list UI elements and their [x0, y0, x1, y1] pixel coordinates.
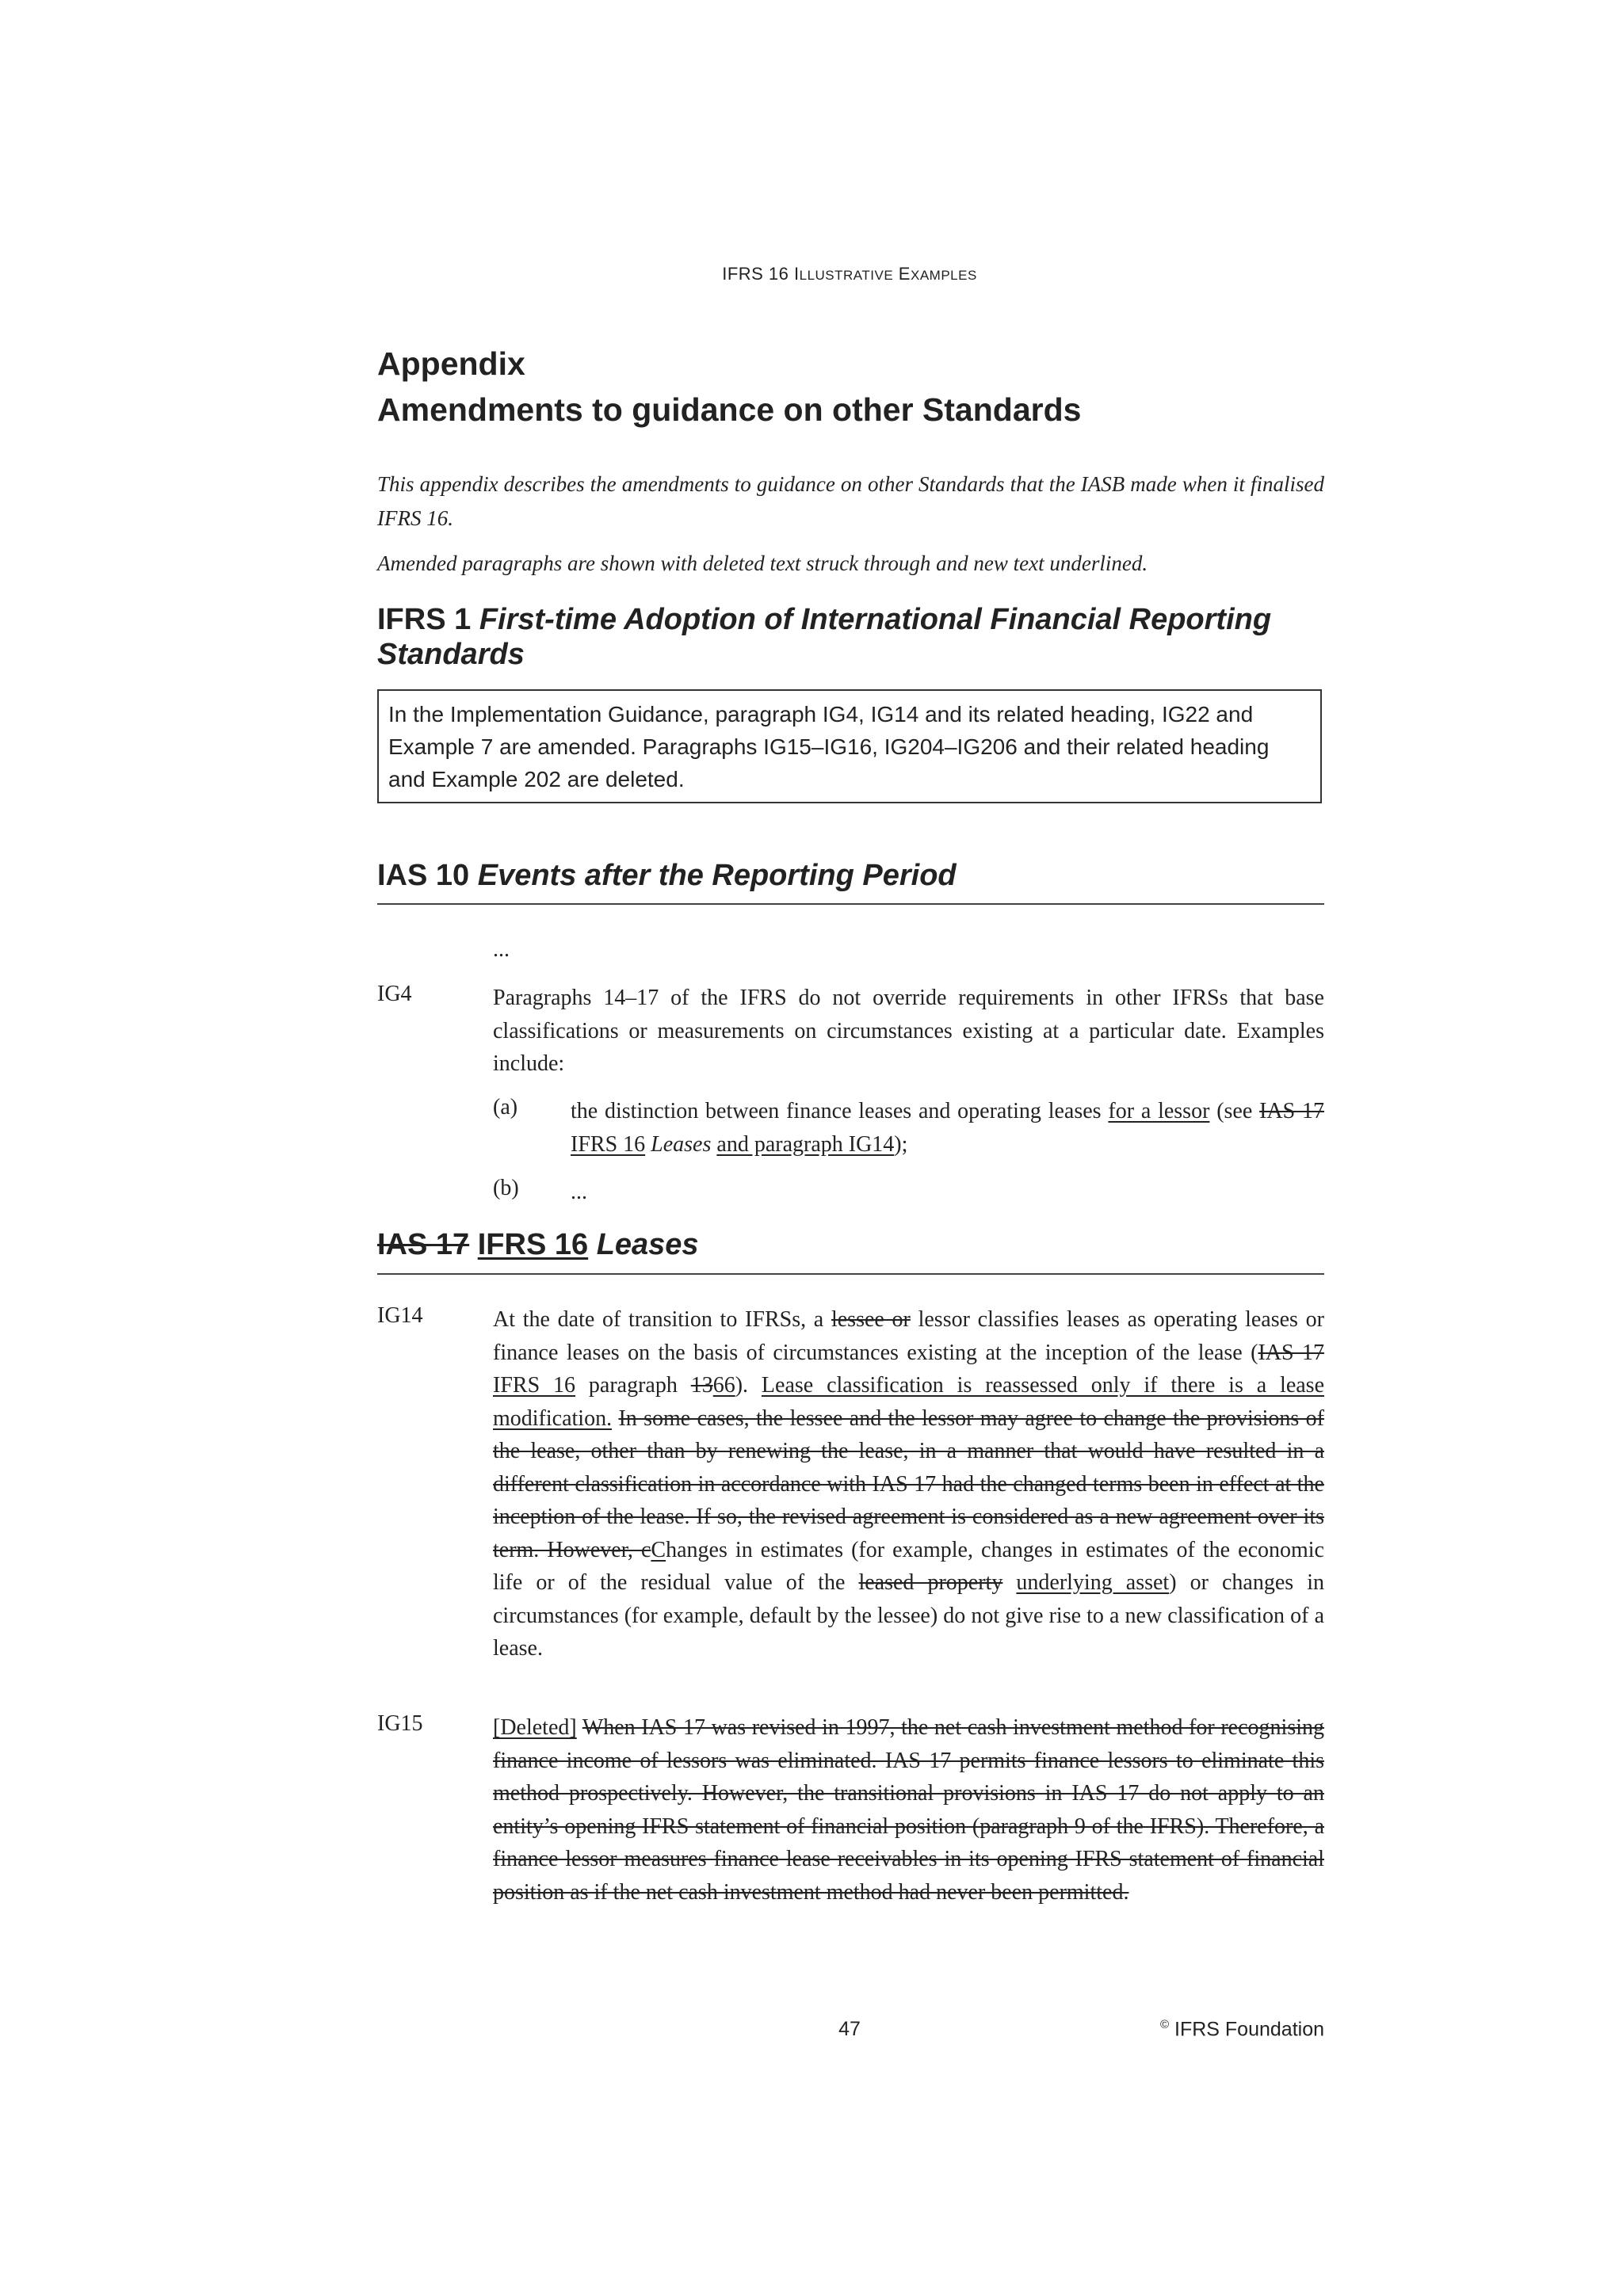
appendix-title	[377, 341, 1081, 433]
title-line-1: Appendix	[377, 345, 525, 382]
paragraph-ig15: [Deleted] When IAS 17 was revised in 1997, the net cash investment method for recognising finance income of lessors was eliminated. IAS 17 permits finance lessors to eliminate this method prospectively. However, the transitional provisions in IAS 17 do not apply to an entity’s opening IFRS statement of financial position (paragraph 9 of the IFRS). Therefore, a finance lessor measures finance lease receivables in its opening IFRS statement of financial position as if the net cash investment method had never been permitted.	[493, 1715, 1324, 1905]
paragraph-number-ig15: IG15	[377, 1711, 423, 1736]
item-b: ...	[571, 1180, 587, 1204]
page-number: 47	[838, 2018, 861, 2040]
ellipsis: ...	[493, 937, 510, 962]
leases-heading: IAS 17 IFRS 16 Leases	[377, 1228, 699, 1261]
ias10-heading: IAS 10 Events after the Reporting Period	[377, 859, 957, 892]
paragraph-ig14: At the date of transition to IFRSs, a lessee or lessor classifies leases as operating leases or finance leases on the basis of circumstances existing at the inception of the lease (IAS 17 IFRS 16 paragraph 1366). Lease classification is reassessed only if there is a lease modification. In some cases, the lessee and the lessor may agree to change the provisions of the lease, other than by renewing the lease, in a manner that would have resulted in a different classification in accordance with IAS 17 had the changed terms been in effect at the inception of the lease. If so, the revised agreement is considered as a new agreement over its term. However, cChanges in estimates (for example, changes in estimates of the economic life or of the residual value of the leased property underlying asset) or changes in circumstances (for example, default by the lessee) do not give rise to a new classification of a lease.	[493, 1307, 1325, 1661]
section-rule	[377, 903, 1324, 905]
section-rule	[377, 1273, 1324, 1275]
intro-paragraph: This appendix describes the amendments to guidance on other Standards that the IASB made when it finalised IFRS 16.	[377, 472, 1324, 530]
copyright-notice: © IFRS Foundation	[1160, 2018, 1324, 2041]
item-a: the distinction between finance leases and operating leases for a lessor (see IAS 17 IFRS 16 Leases and paragraph IG14);	[571, 1099, 1325, 1157]
amendment-note-box: In the Implementation Guidance, paragraph IG4, IG14 and its related heading, IG22 and Example 7 are amended. Paragraphs IG15–IG16, IG204–IG206 and their related heading and Example 202 are deleted.	[377, 689, 1322, 803]
copyright-symbol: ©	[1160, 2018, 1170, 2031]
paragraph-number-ig4: IG4	[377, 982, 412, 1006]
item-label-a: (a)	[493, 1095, 518, 1119]
title-line-2: Amendments to guidance on other Standards	[377, 391, 1082, 428]
paragraph-number-ig14: IG14	[377, 1303, 423, 1328]
paragraph-ig4: Paragraphs 14–17 of the IFRS do not override requirements in other IFRSs that base classifications or measurements on circumstances existing at a particular date. Examples include:	[493, 986, 1324, 1076]
intro-note: Amended paragraphs are shown with deleted text struck through and new text underlined.	[377, 551, 1148, 575]
ifrs1-heading: IFRS 1 First-time Adoption of International Financial Reporting Standards	[377, 603, 1272, 671]
running-header: IFRS 16 ILLUSTRATIVE EXAMPLES	[722, 264, 977, 284]
item-label-b: (b)	[493, 1176, 519, 1200]
